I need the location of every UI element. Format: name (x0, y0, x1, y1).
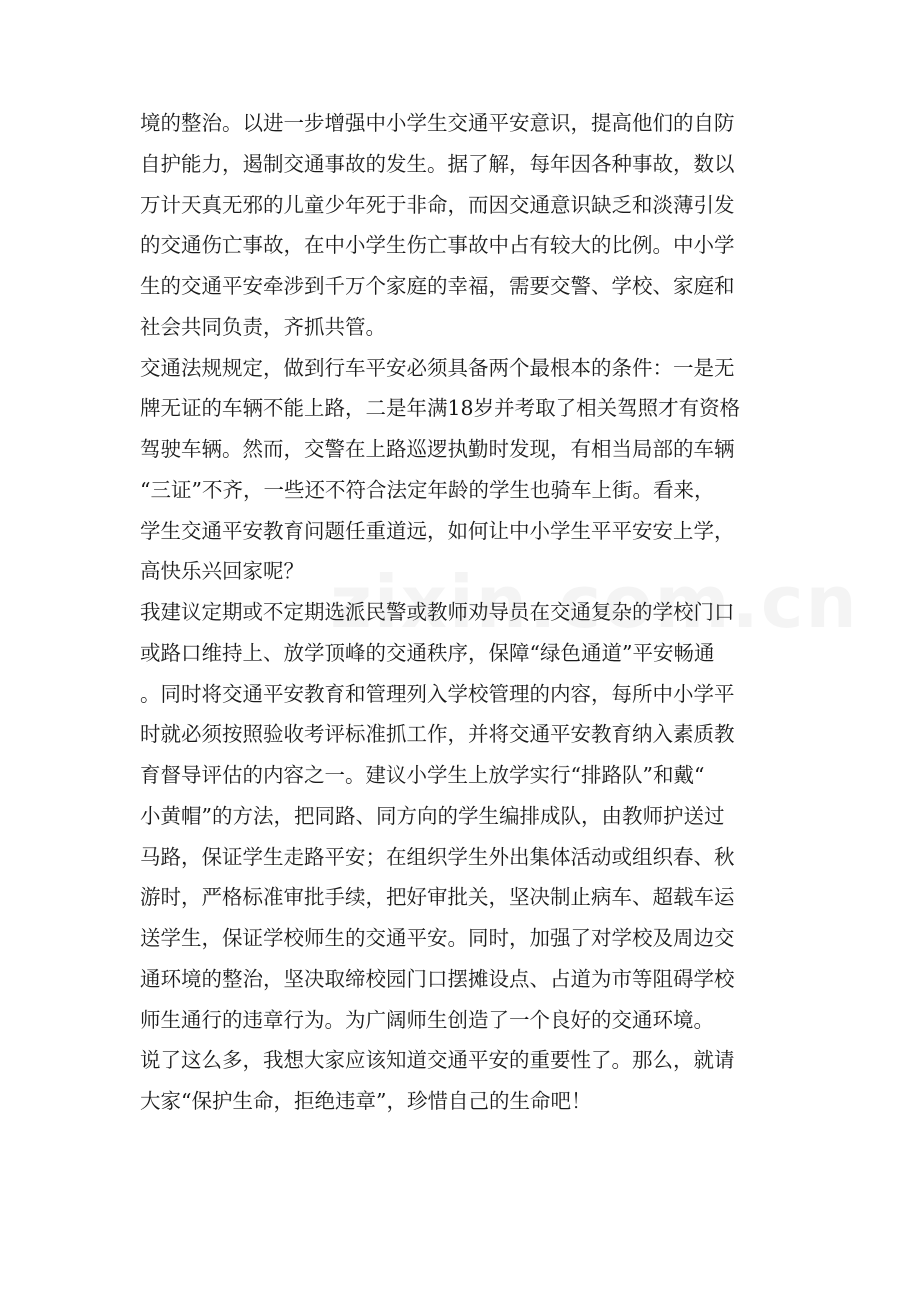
text-line: 境的整治。以进一步增强中小学生交通平安意识，提高他们的自防 (140, 111, 735, 135)
text-line: 交通法规规定，做到行车平安必须具备两个最根本的条件：一是无 (140, 355, 735, 380)
text-line: 自护能力，遏制交通事故的发生。据了解，每年因各种事故，数以 (140, 151, 735, 176)
text-line: 。同时将交通平安教育和管理列入学校管理的内容，每所中小学平 (140, 681, 735, 706)
text-line: 牌无证的车辆不能上路，二是年满18岁并考取了相关驾照才有资格 (140, 396, 741, 421)
text-line: “三证”不齐，一些还不符合法定年龄的学生也骑车上街。看来， (140, 477, 715, 502)
text-line: 马路，保证学生走路平安；在组织学生外出集体活动或组织春、秋 (140, 844, 735, 869)
text-line: 说了这么多，我想大家应该知道交通平安的重要性了。那么，就请 (140, 1048, 735, 1073)
text-line: 我建议定期或不定期选派民警或教师劝导员在交通复杂的学校门口 (140, 600, 735, 624)
text-line: 生的交通平安牵涉到千万个家庭的幸福，需要交警、学校、家庭和 (140, 274, 735, 298)
text-line: 师生通行的违章行为。为广阔师生创造了一个良好的交通环境。 (140, 1007, 714, 1032)
text-line: 育督导评估的内容之一。建议小学生上放学实行“排路队”和戴“ (140, 763, 705, 787)
text-line: 高快乐兴回家呢？ (140, 559, 304, 584)
text-line: 时就必须按照验收考评标准抓工作，并将交通平安教育纳入素质教 (140, 722, 735, 747)
text-line: 大家“保护生命，拒绝违章”，珍惜自己的生命吧！ (140, 1089, 592, 1113)
text-line: 送学生，保证学校师生的交通平安。同时，加强了对学校及周边交 (140, 926, 735, 950)
text-line: 的交通伤亡事故，在中小学生伤亡事故中占有较大的比例。中小学 (140, 233, 735, 258)
body-text (140, 103, 780, 1122)
text-line: 游时，严格标准审批手续，把好审批关，坚决制止病车、超载车运 (140, 885, 735, 910)
text-line: 社会共同负责，齐抓共管。 (140, 314, 386, 339)
text-line: 万计天真无邪的儿童少年死于非命，而因交通意识缺乏和淡薄引发 (140, 192, 735, 217)
text-line: 或路口维持上、放学顶峰的交通秩序，保障“绿色通道”平安畅通 (140, 640, 715, 665)
text-line: 驾驶车辆。然而，交警在上路巡逻执勤时发现，有相当局部的车辆 (140, 437, 735, 461)
text-line: 通环境的整治，坚决取缔校园门口摆摊设点、占道为市等阻碍学校 (140, 966, 735, 991)
text-line: 学生交通平安教育问题任重道远，如何让中小学生平平安安上学， (140, 518, 735, 543)
text-line: 小黄帽”的方法，把同路、同方向的学生编排成队，由教师护送过 (140, 803, 725, 828)
